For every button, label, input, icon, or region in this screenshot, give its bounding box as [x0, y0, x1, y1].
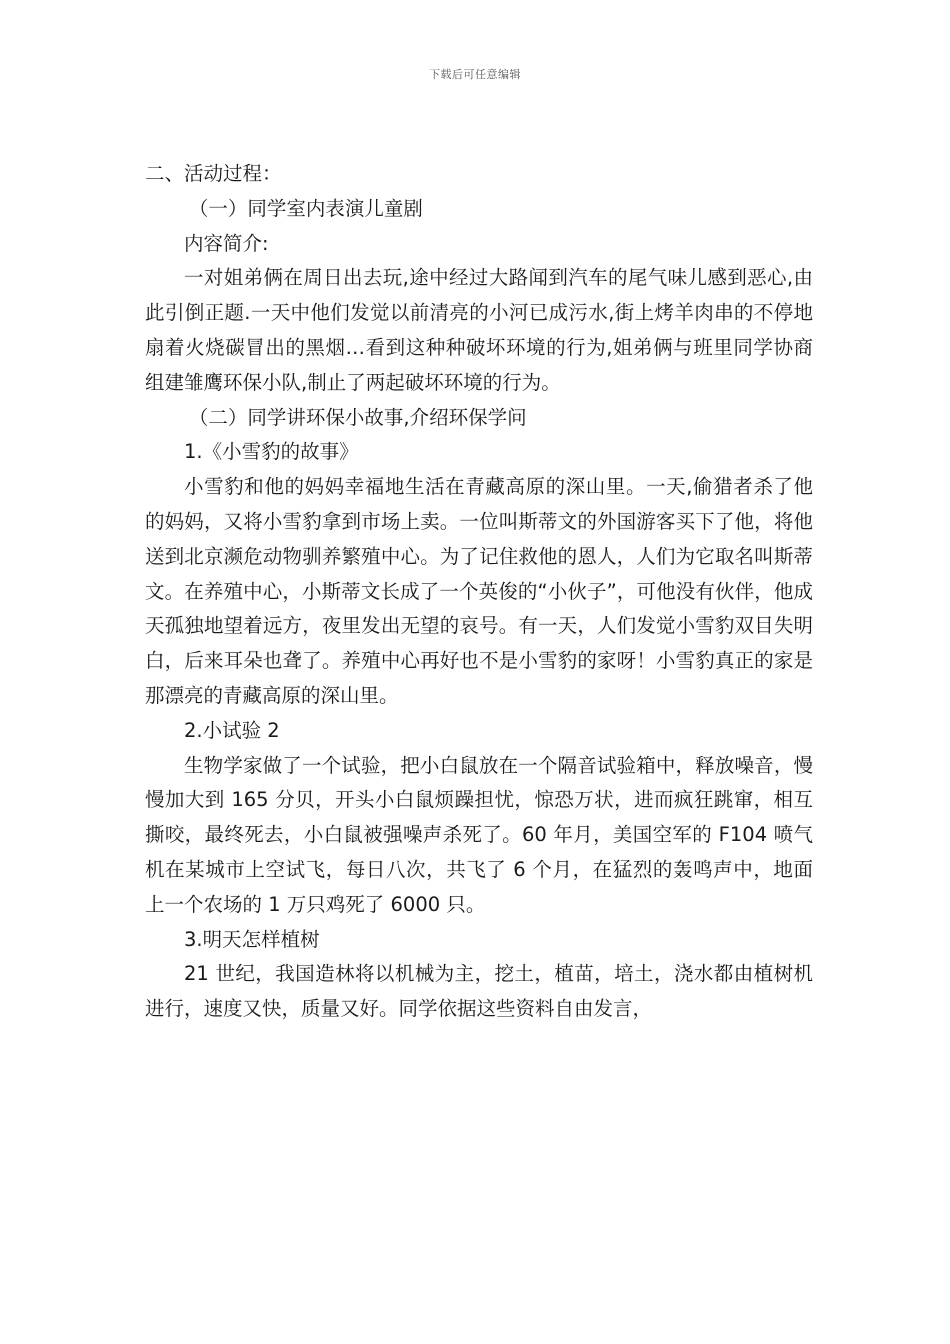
intro-label: 内容简介:: [184, 231, 269, 255]
part1-heading: （一）同学室内表演儿童剧: [188, 196, 423, 220]
story1-paragraph: 小雪豹和他的妈妈幸福地生活在青藏高原的深山里。一天,偷猎者杀了他的妈妈，又将小雪豹拿到市场上卖。一位叫斯蒂文的外国游客买下了他，将他送到北京濒危动物驯养繁殖中心。为了记住救他的恩人，人们为它取名叫斯蒂文。在养殖中心，小斯蒂文长成了一个英俊的“小伙子”，可他没有伙伴，他成天孤独地望着远方，夜里发出无望的哀号。有一天，人们发觉小雪豹双目失明白，后来耳朵也聋了。养殖中心再好也不是小雪豹的家呀！小雪豹真正的家是那漂亮的青藏高原的深山里。: [145, 475, 813, 707]
story3-paragraph: 21 世纪，我国造林将以机械为主，挖土，植苗，培土，浇水都由植树机进行，速度又快，质量又好。同学依据这些资料自由发言，: [145, 962, 813, 1021]
document-body: [145, 157, 813, 1027]
story1-title: 1.《小雪豹的故事》: [184, 440, 359, 464]
intro-paragraph: 一对姐弟俩在周日出去玩,途中经过大路闻到汽车的尾气味儿感到恶心,由此引倒正题.一天中他们发觉以前清亮的小河已成污水,街上烤羊肉串的不停地扇着火烧碳冒出的黑烟…看到这种种破坏环境的行为,姐弟俩与班里同学协商 组建雏鹰环保小队,制止了两起破坏环境的行为。: [145, 266, 813, 394]
page-header-note: 下载后可任意编辑: [429, 68, 521, 81]
part2-heading: （二）同学讲环保小故事,介绍环保学问: [188, 405, 527, 429]
story2-title: 2.小试验 2: [184, 718, 280, 742]
section-title: 二、活动过程：: [145, 162, 282, 185]
story2-paragraph: 生物学家做了一个试验，把小白鼠放在一个隔音试验箱中，释放噪音，慢慢加大到 165 分贝，开头小白鼠烦躁担忧，惊恐万状，进而疯狂跳窜，相互撕咬，最终死去，小白鼠被强噪声杀死了。60 年月，美国空军的 F104 喷气机在某城市上空试飞，每日八次，共飞了 6 个月，在猛烈的轰鸣声中，地面上一个农场的 1 万只鸡死了 6000 只。: [145, 753, 813, 916]
story3-title: 3.明天怎样植树: [184, 927, 320, 951]
